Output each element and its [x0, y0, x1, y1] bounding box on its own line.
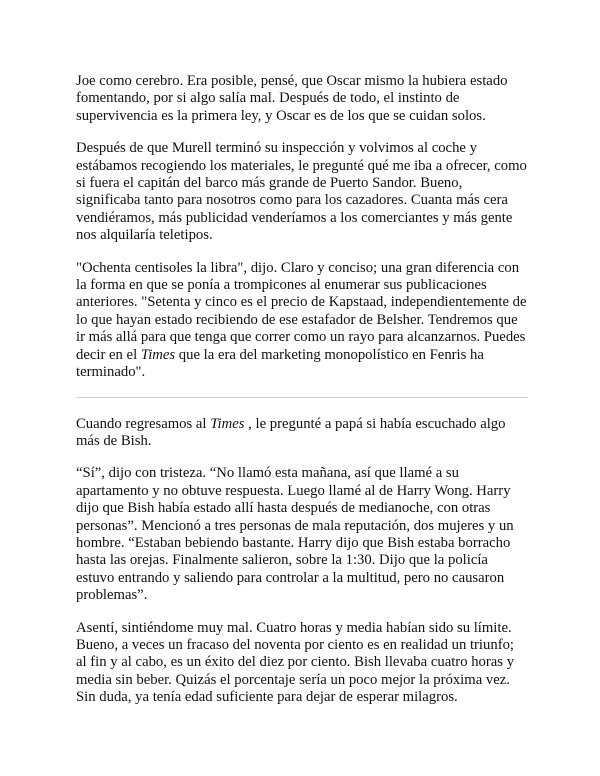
document-body — [76, 73, 528, 722]
paragraph-4-text-b: , le pregunté a papá si había escuchado algo más de Bish. — [76, 415, 506, 449]
paragraph-3 — [76, 260, 528, 382]
section-divider — [76, 397, 528, 398]
paragraph-4-italic: Times — [210, 415, 245, 432]
paragraph-3-text-b: que la era del marketing monopolístico en Fenris ha terminado". — [76, 346, 484, 381]
paragraph-5: “Sí”, dijo con tristeza. “No llamó esta mañana, así que llamé a su apartamento y no obtuve respuesta. Luego llamé al de Harry Wong. Harry dijo que Bish había estado allí hasta después de medianoche, con otras personas”. Mencionó a tres personas de mala reputación, dos mujeres y un hombre. “Estaban bebiendo bastante. Harry dijo que Bish estaba borracho hasta las orejas. Finalmente salieron, sobre la 1:30. Dijo que la policía estuvo entrando y saliendo para controlar a la multitud, pero no causaron problemas”. — [76, 465, 514, 604]
paragraph-2: Después de que Murell terminó su inspección y volvimos al coche y estábamos recogiendo los materiales, le pregunté qué me iba a ofrecer, como si fuera el capitán del barco más grande de Puerto Sandor. Bueno, significaba tanto para nosotros como para los cazadores. Cuanta más cera vendiéramos, más publicidad venderíamos a los comerciantes y más gente nos alquilaría teletipos. — [76, 140, 527, 244]
paragraph-1: Joe como cerebro. Era posible, pensé, que Oscar mismo la hubiera estado fomentando, por si algo salía mal. Después de todo, el instinto de supervivencia es la primera ley, y Oscar es de los que se cuidan solos. — [76, 73, 508, 124]
paragraph-3-text-a: "Ochenta centisoles la libra", dijo. Claro y conciso; una gran diferencia con la forma en que se ponía a trompicones al enumerar sus publicaciones anteriores. "Setenta y cinco es el precio de Kapstaad, independientemente de lo que hayan estado recibiendo de ese estafador de Belsher. Tendremos que ir más allá para que tenga que correr como un rayo para alcanzarnos. Puedes decir en el — [76, 259, 527, 363]
paragraph-4-text-a: Cuando regresamos al — [76, 415, 211, 432]
paragraph-6: Asentí, sintiéndome muy mal. Cuatro horas y media habían sido su límite. Bueno, a veces un fracaso del noventa por ciento es en realidad un triunfo; al fin y al cabo, es un éxito del diez por ciento. Bish llevaba cuatro horas y media sin beber. Quizás el porcentaje sería un poco mejor la próxima vez. Sin duda, ya tenía edad suficiente para dejar de esperar milagros. — [76, 619, 515, 706]
paragraph-3-italic: Times — [140, 346, 176, 363]
paragraph-4 — [76, 416, 528, 451]
